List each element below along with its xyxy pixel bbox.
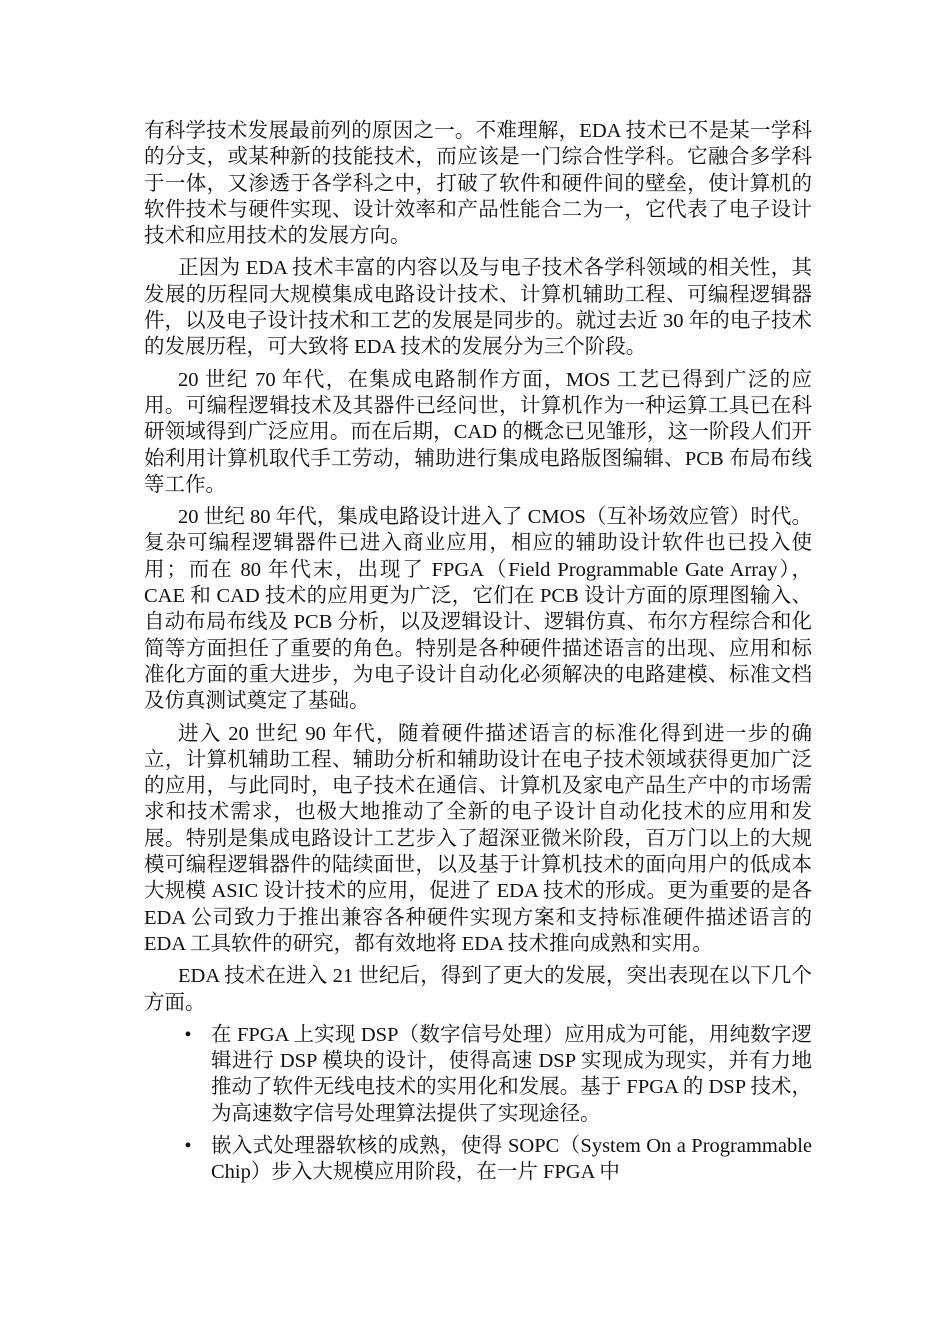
list-item-text: 在 FPGA 上实现 DSP（数字信号处理）应用成为可能，用纯数字逻辑进行 DSP 模块的设计，使得高速 DSP 实现成为现实，并有力地推动了软件无线电技术的实用化和发展。基于 FPGA 的 DSP 技术，为高速数字信号处理算法提供了实现途径。 (211, 1023, 812, 1125)
bullet-icon: • (184, 1023, 192, 1046)
document-page (144, 118, 812, 1192)
paragraph-1970s: 20 世纪 70 年代，在集成电路制作方面，MOS 工艺已得到广泛的应用。可编程逻辑技术及其器件已经问世，计算机作为一种运算工具已在科研领域得到广泛应用。而在后期，CAD 的概念已见雏形，这一阶段人们开始利用计算机取代手工劳动，辅助进行集成电路版图编辑、PCB 布局布线等工作。 (144, 368, 812, 496)
bullet-icon: • (184, 1134, 192, 1157)
paragraph-1980s: 20 世纪 80 年代，集成电路设计进入了 CMOS（互补场效应管）时代。复杂可编程逻辑器件已进入商业应用，相应的辅助设计软件也已投入使用；而在 80 年代末，出现了 FPGA（Field Programmable Gate Array），CAE 和 CAD 技术的应用更为广泛，它们在 PCB 设计方面的原理图输入、自动布局布线及 PCB 分析，以及逻辑设计、逻辑仿真、布尔方程综合和化简等方面担任了重要的角色。特别是各种硬件描述语言的出现、应用和标准化方面的重大进步，为电子设计自动化必须解决的电路建模、标准文档及仿真测试奠定了基础。 (144, 506, 812, 713)
paragraph-21st-century: EDA 技术在进入 21 世纪后，得到了更大的发展，突出表现在以下几个方面。 (144, 965, 812, 1014)
list-item (184, 1133, 812, 1186)
list-item-text: 嵌入式处理器软核的成熟，使得 SOPC（System On a Programmable Chip）步入大规模应用阶段，在一片 FPGA 中 (211, 1134, 812, 1184)
list-item (184, 1022, 812, 1127)
paragraph-1990s: 进入 20 世纪 90 年代，随着硬件描述语言的标准化得到进一步的确立，计算机辅助工程、辅助分析和辅助设计在电子技术领域获得更加广泛的应用，与此同时，电子技术在通信、计算机及家电产品生产中的市场需求和技术需求，也极大地推动了全新的电子设计自动化技术的应用和发展。特别是集成电路设计工艺步入了超深亚微米阶段，百万门以上的大规模可编程逻辑器件的陆续面世，以及基于计算机技术的面向用户的低成本大规模 ASIC 设计技术的应用，促进了 EDA 技术的形成。更为重要的是各 EDA 公司致力于推出兼容各种硬件实现方案和支持标准硬件描述语言的 EDA 工具软件的研究，都有效地将 EDA 技术推向成熟和实用。 (144, 722, 812, 955)
bullet-list (144, 1022, 812, 1186)
paragraph-intro-continued: 有科学技术发展最前列的原因之一。不难理解，EDA 技术已不是某一学科的分支，或某种新的技能技术，而应该是一门综合性学科。它融合多学科于一体，又渗透于各学科之中，打破了软件和硬件间的壁垒，使计算机的软件技术与硬件实现、设计效率和产品性能合二为一，它代表了电子设计技术和应用技术的发展方向。 (144, 120, 812, 248)
paragraph-eda-history: 正因为 EDA 技术丰富的内容以及与电子技术各学科领域的相关性，其发展的历程同大规模集成电路设计技术、计算机辅助工程、可编程逻辑器件，以及电子设计技术和工艺的发展是同步的。就过去近 30 年的电子技术的发展历程，可大致将 EDA 技术的发展分为三个阶段。 (144, 257, 812, 359)
